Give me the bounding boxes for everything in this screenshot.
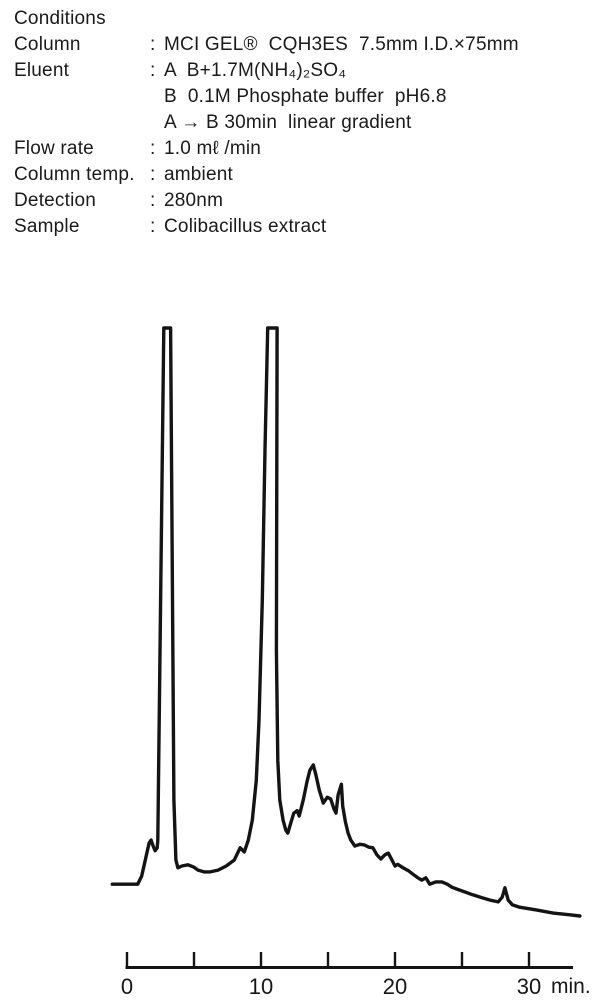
chromatogram-trace	[112, 328, 580, 916]
x-axis-tick-label-30: 30	[516, 974, 542, 999]
condition-colon: :	[150, 138, 156, 159]
conditions-title: Conditions	[14, 8, 106, 29]
condition-colon: :	[150, 164, 156, 185]
condition-label: Eluent	[14, 60, 70, 81]
condition-label: Column	[14, 34, 81, 55]
condition-label: Sample	[14, 216, 80, 237]
condition-label: Detection	[14, 190, 97, 211]
condition-value: A B+1.7M(NH₄)₂SO₄	[164, 60, 347, 81]
condition-value: Colibacillus extract	[164, 216, 327, 237]
condition-colon: :	[150, 34, 156, 55]
condition-label: Flow rate	[14, 138, 94, 159]
condition-value: 1.0 mℓ /min	[164, 138, 262, 159]
condition-colon: :	[150, 190, 156, 211]
x-axis-tick-label-20: 20	[382, 974, 408, 999]
condition-colon: :	[150, 216, 156, 237]
condition-value: B 0.1M Phosphate buffer pH6.8	[164, 86, 447, 107]
x-axis-tick-label-10: 10	[248, 974, 274, 999]
condition-value: MCI GEL® CQH3ES 7.5mm I.D.×75mm	[164, 34, 519, 55]
condition-label: Column temp.	[14, 164, 135, 185]
condition-value: ambient	[164, 164, 233, 185]
x-axis-unit-label: min.	[551, 975, 591, 998]
condition-value: A → B 30min linear gradient	[164, 112, 412, 133]
x-axis-tick-label-0: 0	[120, 974, 134, 999]
condition-colon: :	[150, 60, 156, 81]
condition-value: 280nm	[164, 190, 224, 211]
